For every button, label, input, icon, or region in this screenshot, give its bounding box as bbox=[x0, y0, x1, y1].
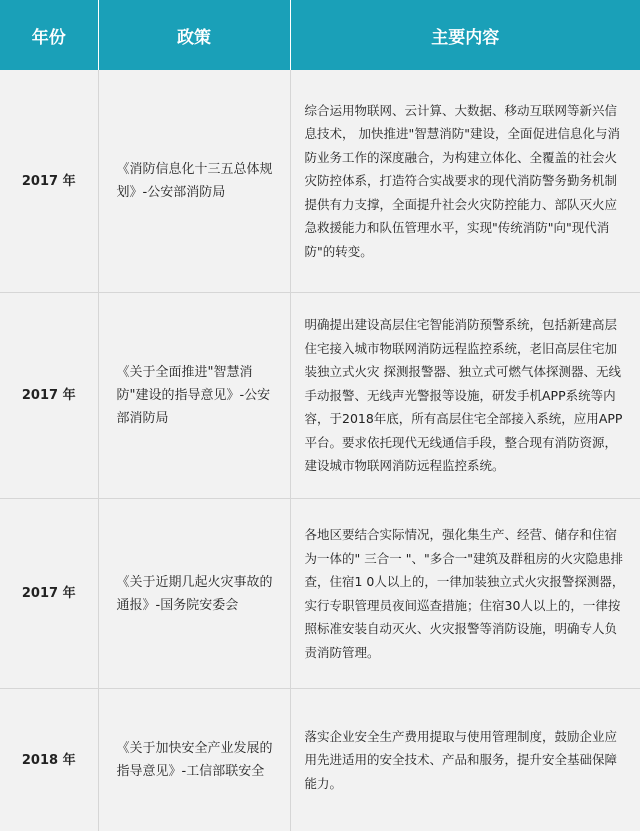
table-row bbox=[0, 293, 640, 499]
policy-cell: 《关于全面推进"智慧消防"建设的指导意见》-公安部消防局 bbox=[98, 293, 290, 499]
table-row bbox=[0, 689, 640, 832]
header-row bbox=[0, 0, 640, 70]
policy-cell: 《关于加快安全产业发展的指导意见》-工信部联安全 bbox=[98, 689, 290, 832]
policy-cell: 《消防信息化十三五总体规划》-公安部消防局 bbox=[98, 70, 290, 293]
year-cell: 2017 年 bbox=[0, 499, 98, 689]
year-cell: 2017 年 bbox=[0, 70, 98, 293]
table-row bbox=[0, 499, 640, 689]
year-cell: 2018 年 bbox=[0, 689, 98, 832]
header-content: 主要内容 bbox=[290, 0, 640, 70]
content-cell: 落实企业安全生产费用提取与使用管理制度，鼓励企业应用先进适用的安全技术、产品和服务，提升安全基础保障能力。 bbox=[290, 689, 640, 832]
header-policy: 政策 bbox=[98, 0, 290, 70]
table-row bbox=[0, 70, 640, 293]
content-cell: 综合运用物联网、云计算、大数据、移动互联网等新兴信息技术， 加快推进"智慧消防"建设，全面促进信息化与消防业务工作的深度融合，为构建立体化、全覆盖的社会火灾防控体系，打造符合实战要求的现代消防警务勤务机制提供有力支撑，全面提升社会火灾防控能力、部队灭火应急救援能力和队伍管理水平，实现"传统消防"向"现代消防"的转变。 bbox=[290, 70, 640, 293]
content-cell: 明确提出建设高层住宅智能消防预警系统，包括新建高层住宅接入城市物联网消防远程监控系统，老旧高层住宅加装独立式火灾 探测报警器、独立式可燃气体探测器、无线手动报警、无线声光警报等设施，研发手机APP系统等内容，于2018年底，所有高层住宅全部接入系统，应用APP平台。要求依托现代无线通信手段，整合现有消防资源，建设城市物联网消防远程监控系统。 bbox=[290, 293, 640, 499]
header-year: 年份 bbox=[0, 0, 98, 70]
year-cell: 2017 年 bbox=[0, 293, 98, 499]
policy-cell: 《关于近期几起火灾事故的通报》-国务院安委会 bbox=[98, 499, 290, 689]
content-cell: 各地区要结合实际情况，强化集生产、经营、储存和住宿为一体的" 三合一 "、"多合一"建筑及群租房的火灾隐患排查，住宿1 0人以上的，一律加装独立式火灾报警探测器，实行专职管理员夜间巡查措施；住宿30人以上的，一律按照标准安装自动灭火、火灾报警等消防设施，明确专人负责消防管理。 bbox=[290, 499, 640, 689]
